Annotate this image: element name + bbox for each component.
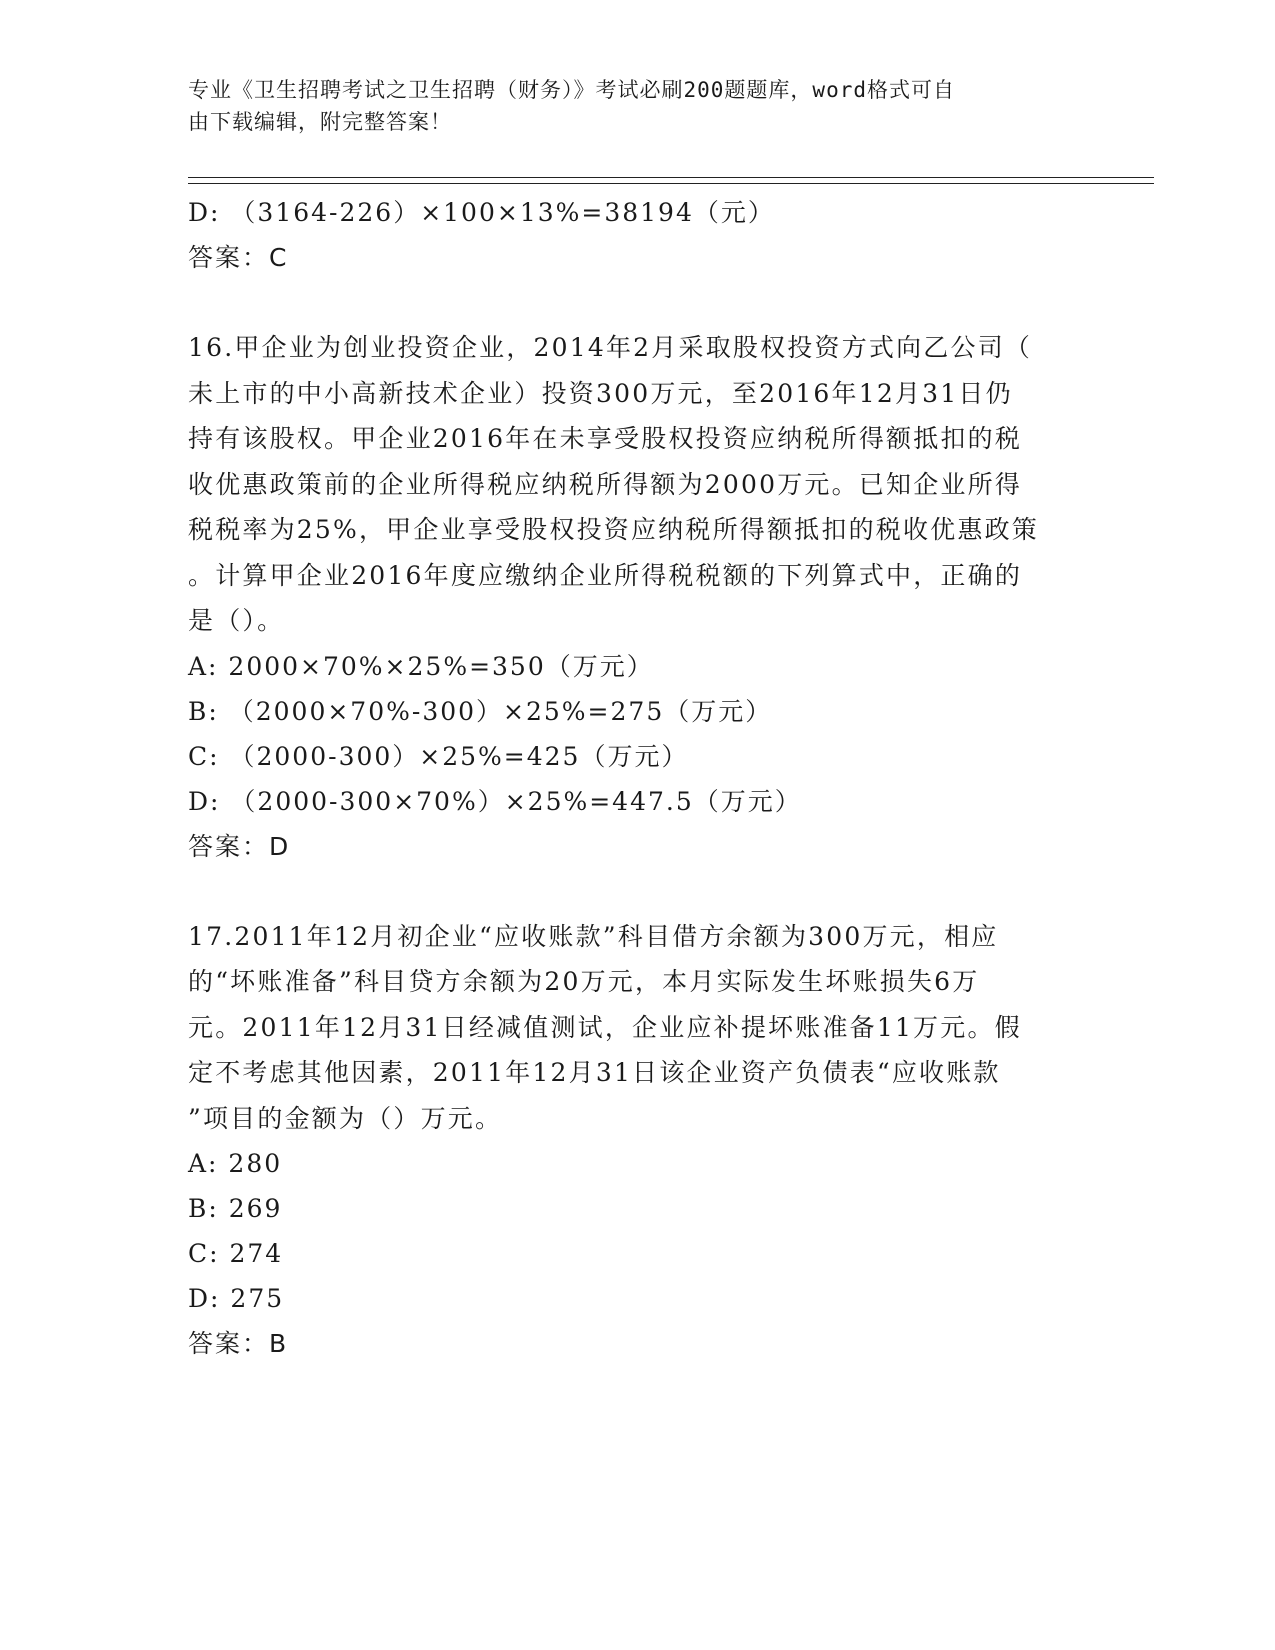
question-16-line: 是（）。 (188, 606, 285, 635)
header-line-1: 专业《卫生招聘考试之卫生招聘（财务）》考试必刷200题题库，word格式可自 (188, 78, 955, 102)
question-16-option-d: D: （2000-300×70%）×25%=447.5（万元） (188, 786, 802, 816)
question-16-line: 税税率为25%，甲企业享受股权投资应纳税所得额抵扣的税收优惠政策 (188, 515, 1039, 544)
question-17-option-a: A: 280 (188, 1149, 283, 1178)
question-16-answer: 答案：D (188, 831, 291, 861)
question-16-line: 未上市的中小高新技术企业）投资300万元，至2016年12月31日仍 (188, 378, 1013, 408)
document-header (188, 74, 1088, 138)
question-17-option-c: C: 274 (188, 1239, 284, 1268)
header-rule-bottom (188, 183, 1154, 184)
question-17-line: ”项目的金额为（）万元。 (188, 1103, 503, 1133)
question-16-option-c: C: （2000-300）×25%=425（万元） (188, 741, 689, 771)
question-16-line: 16.甲企业为创业投资企业，2014年2月采取股权投资方式向乙公司（ (188, 333, 1033, 362)
question-17-answer: 答案：B (188, 1329, 289, 1358)
header-rule-top (188, 177, 1154, 178)
question-17-option-d: D: 275 (188, 1284, 285, 1313)
prev-option-d: D: （3164-226）×100×13%=38194（元） (188, 198, 775, 227)
question-17-line: 的“坏账准备”科目贷方余额为20万元，本月实际发生坏账损失6万 (188, 967, 980, 996)
question-16-text (188, 325, 1088, 644)
prev-answer: 答案：C (188, 243, 289, 272)
question-16-option-a: A: 2000×70%×25%=350（万元） (188, 651, 654, 681)
question-17-line: 17.2011年12月初企业“应收账款”科目借方余额为300万元，相应 (188, 921, 999, 951)
question-16-option-b: B: （2000×70%-300）×25%=275（万元） (188, 696, 773, 726)
question-17-option-b: B: 269 (188, 1194, 283, 1223)
header-line-2: 由下载编辑，附完整答案！ (188, 110, 452, 134)
question-16-line: 持有该股权。甲企业2016年在未享受股权投资应纳税所得额抵扣的税 (188, 424, 1023, 453)
question-17-line: 元。2011年12月31日经减值测试，企业应补提坏账准备11万元。假 (188, 1012, 1022, 1042)
spacer (188, 869, 1088, 914)
document-body (188, 190, 1088, 1366)
question-17-line: 定不考虑其他因素，2011年12月31日该企业资产负债表“应收账款 (188, 1058, 1001, 1087)
question-17-text (188, 914, 1088, 1142)
spacer (188, 280, 1088, 325)
question-16-line: 收优惠政策前的企业所得税应纳税所得额为2000万元。已知企业所得 (188, 469, 1023, 499)
question-16-line: 。计算甲企业2016年度应缴纳企业所得税税额的下列算式中，正确的 (188, 560, 1023, 590)
